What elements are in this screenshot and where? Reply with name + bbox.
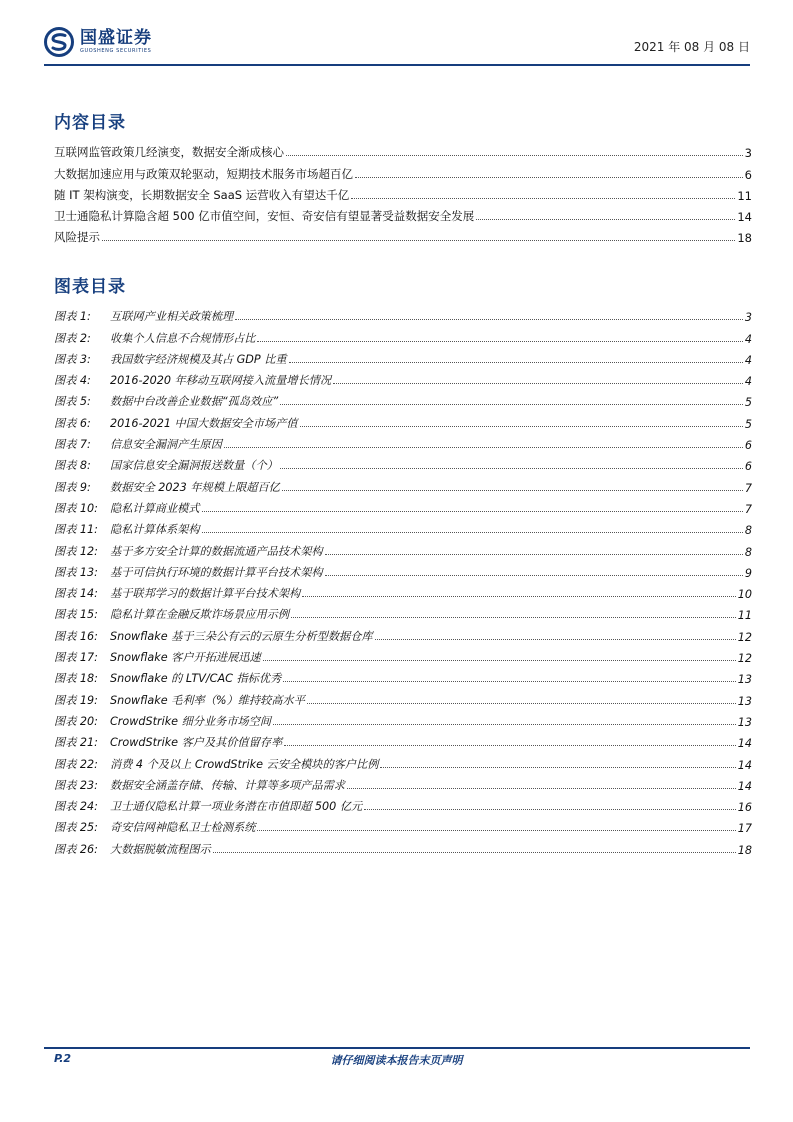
dot-leader — [476, 219, 735, 220]
entry-label — [54, 649, 261, 665]
entry-label — [54, 372, 331, 388]
entry-label — [54, 819, 255, 835]
figure-number: 图表 20: — [54, 714, 98, 728]
entry-page-number: 13 — [737, 673, 752, 687]
contents-entry[interactable] — [54, 182, 752, 203]
contents-entry[interactable] — [54, 139, 752, 160]
figure-title: 隐私计算商业模式 — [110, 501, 200, 515]
entry-page-number: 11 — [737, 609, 752, 623]
dot-leader — [355, 177, 743, 178]
figure-title: 信息安全漏洞产生原因 — [110, 438, 222, 452]
entry-label — [54, 670, 281, 686]
figure-number: 图表 12: — [54, 544, 98, 558]
entry-page-number: 4 — [744, 375, 752, 389]
entry-label — [54, 330, 255, 346]
entry-page-number: 12 — [737, 652, 752, 666]
entry-label — [54, 479, 280, 495]
figure-entry[interactable] — [54, 835, 752, 856]
dot-leader — [289, 362, 743, 363]
figure-entry[interactable] — [54, 388, 752, 409]
figure-entry[interactable] — [54, 580, 752, 601]
entry-page-number: 10 — [737, 588, 752, 602]
entry-label — [54, 564, 323, 580]
figure-title: 数据安全涵盖存储、传输、计算等多项产品需求 — [110, 778, 345, 792]
dot-leader — [283, 681, 736, 682]
dot-leader — [380, 767, 735, 768]
figure-entry[interactable] — [54, 473, 752, 494]
dot-leader — [333, 383, 743, 384]
figure-title: 2016-2021 中国大数据安全市场产值 — [110, 416, 298, 430]
entry-page-number: 14 — [737, 758, 752, 772]
figure-title: 2016-2020 年移动互联网接入流量增长情况 — [110, 374, 332, 388]
dot-leader — [286, 155, 743, 156]
entry-label — [54, 308, 233, 324]
entry-label — [54, 457, 278, 473]
figure-number: 图表 7: — [54, 438, 91, 452]
dot-leader — [375, 639, 736, 640]
dot-leader — [273, 724, 736, 725]
figure-number: 图表 13: — [54, 565, 98, 579]
figure-title: Snowflake 客户开拓进展迅速 — [110, 651, 261, 665]
dot-leader — [325, 554, 743, 555]
figure-title: 我国数字经济规模及其占 GDP 比重 — [110, 352, 287, 366]
figure-number: 图表 9: — [54, 480, 91, 494]
figure-entry[interactable] — [54, 772, 752, 793]
figure-number: 图表 6: — [54, 416, 91, 430]
brand-name-cn: 国盛证券 — [80, 28, 152, 48]
contents-title: 内容目录 — [54, 113, 126, 133]
figure-number: 图表 14: — [54, 587, 98, 601]
entry-page-number: 13 — [737, 694, 752, 708]
entry-label — [54, 734, 282, 750]
entry-label: 卫士通隐私计算隐含超 500 亿市值空间，安恒、奇安信有望显著受益数据安全发展 — [54, 209, 475, 224]
dot-leader — [284, 745, 735, 746]
figure-title: 基于多方安全计算的数据流通产品技术架构 — [110, 544, 323, 558]
entry-page-number: 5 — [744, 396, 752, 410]
dot-leader — [213, 852, 736, 853]
entry-label — [54, 585, 300, 601]
figure-number: 图表 24: — [54, 800, 98, 814]
figure-number: 图表 18: — [54, 672, 98, 686]
entry-label — [54, 351, 287, 367]
entry-page-number: 14 — [737, 737, 752, 751]
figure-number: 图表 10: — [54, 501, 98, 515]
entry-label — [54, 841, 211, 857]
figure-entry[interactable] — [54, 367, 752, 388]
entry-page-number: 7 — [744, 502, 752, 516]
dot-leader — [364, 809, 736, 810]
entry-page-number: 6 — [744, 460, 752, 474]
entry-label — [54, 756, 378, 772]
entry-page-number: 14 — [737, 779, 752, 793]
dot-leader — [263, 660, 736, 661]
entry-label — [54, 606, 289, 622]
figure-entry[interactable] — [54, 601, 752, 622]
figure-entry[interactable] — [54, 559, 752, 580]
dot-leader — [202, 511, 743, 512]
entry-page-number: 14 — [737, 210, 752, 225]
page-header — [44, 26, 750, 66]
figure-number: 图表 8: — [54, 459, 91, 473]
contents-list — [54, 139, 752, 245]
figure-entry[interactable] — [54, 644, 752, 665]
figure-number: 图表 16: — [54, 629, 98, 643]
dot-leader — [300, 426, 743, 427]
figures-list — [54, 303, 752, 857]
dot-leader — [257, 830, 735, 831]
figure-entry[interactable] — [54, 686, 752, 707]
figure-title: 消费 4 个及以上 CrowdStrike 云安全模块的客户比例 — [110, 757, 379, 771]
figure-title: 卫士通仅隐私计算一项业务潜在市值即超 500 亿元 — [110, 800, 363, 814]
figure-title: 数据中台改善企业数据“孤岛效应” — [110, 395, 279, 409]
entry-page-number: 6 — [744, 439, 752, 453]
dot-leader — [347, 788, 736, 789]
footer-divider — [44, 1047, 750, 1049]
brand-logo — [44, 26, 152, 58]
figures-title: 图表目录 — [54, 277, 126, 297]
dot-leader — [282, 490, 743, 491]
figure-entry[interactable] — [54, 729, 752, 750]
entry-label — [54, 415, 298, 431]
entry-label — [54, 543, 323, 559]
figure-title: 收集个人信息不合规情形占比 — [110, 331, 256, 345]
entry-label: 随 IT 架构演变，长期数据安全 SaaS 运营收入有望达千亿 — [54, 187, 350, 202]
figure-entry[interactable] — [54, 708, 752, 729]
entry-page-number: 4 — [744, 332, 752, 346]
figure-entry[interactable] — [54, 750, 752, 771]
dot-leader — [280, 404, 743, 405]
entry-page-number: 18 — [737, 231, 752, 246]
dot-leader — [102, 240, 735, 241]
entry-label — [54, 777, 345, 793]
figure-title: 基于可信执行环境的数据计算平台技术架构 — [110, 565, 323, 579]
dot-leader — [325, 575, 743, 576]
figure-number: 图表 11: — [54, 523, 98, 537]
header-divider — [44, 64, 750, 66]
dot-leader — [291, 617, 736, 618]
figure-title: 国家信息安全漏洞报送数量（个） — [110, 459, 278, 473]
entry-page-number: 12 — [737, 630, 752, 644]
figure-title: CrowdStrike 客户及其价值留存率 — [110, 736, 283, 750]
dot-leader — [351, 198, 735, 199]
figure-title: Snowflake 基于三朵公有云的云原生分析型数据仓库 — [110, 629, 373, 643]
entry-page-number: 13 — [737, 715, 752, 729]
entry-label — [54, 798, 362, 814]
contents-entry[interactable] — [54, 203, 752, 224]
figure-entry[interactable] — [54, 303, 752, 324]
entry-page-number: 7 — [744, 481, 752, 495]
figure-number: 图表 17: — [54, 651, 98, 665]
figure-entry[interactable] — [54, 537, 752, 558]
figure-entry[interactable] — [54, 431, 752, 452]
entry-page-number: 11 — [737, 188, 752, 203]
figure-title: 大数据脱敏流程图示 — [110, 842, 211, 856]
entry-page-number: 9 — [744, 566, 752, 580]
figure-number: 图表 3: — [54, 352, 91, 366]
figure-entry[interactable] — [54, 324, 752, 345]
entry-label — [54, 692, 305, 708]
figure-number: 图表 19: — [54, 693, 98, 707]
entry-label — [54, 500, 200, 516]
entry-label: 风险提示 — [54, 230, 100, 245]
dot-leader — [307, 703, 736, 704]
entry-label: 互联网监管政策几经演变，数据安全渐成核心 — [54, 145, 284, 160]
figure-number: 图表 15: — [54, 608, 98, 622]
figure-title: Snowflake 毛利率（%）维持较高水平 — [110, 693, 305, 707]
contents-entry[interactable] — [54, 160, 752, 181]
figure-entry[interactable] — [54, 495, 752, 516]
figure-title: 隐私计算体系架构 — [110, 523, 200, 537]
figure-number: 图表 22: — [54, 757, 98, 771]
figure-title: Snowflake 的 LTV/CAC 指标优秀 — [110, 672, 282, 686]
entry-page-number: 3 — [744, 146, 752, 161]
entry-label — [54, 713, 271, 729]
entry-label — [54, 436, 222, 452]
dot-leader — [280, 468, 743, 469]
dot-leader — [224, 447, 743, 448]
figure-title: 奇安信网神隐私卫士检测系统 — [110, 821, 256, 835]
figure-entry[interactable] — [54, 346, 752, 367]
figure-number: 图表 1: — [54, 310, 91, 324]
entry-label: 大数据加速应用与政策双轮驱动，短期技术服务市场超百亿 — [54, 166, 353, 181]
dot-leader — [257, 341, 742, 342]
brand-name-en: GUOSHENG SECURITIES — [80, 48, 152, 54]
entry-label — [54, 628, 373, 644]
entry-page-number: 18 — [737, 843, 752, 857]
contents-entry[interactable] — [54, 224, 752, 245]
dot-leader — [202, 532, 743, 533]
entry-page-number: 17 — [737, 822, 752, 836]
figure-number: 图表 25: — [54, 821, 98, 835]
figure-title: CrowdStrike 细分业务市场空间 — [110, 714, 272, 728]
figure-number: 图表 26: — [54, 842, 98, 856]
report-date: 2021 年 08 月 08 日 — [633, 40, 750, 54]
figure-entry[interactable] — [54, 409, 752, 430]
entry-page-number: 5 — [744, 417, 752, 431]
figure-number: 图表 2: — [54, 331, 91, 345]
figure-title: 隐私计算在金融反欺诈场景应用示例 — [110, 608, 290, 622]
figure-number: 图表 21: — [54, 736, 98, 750]
figure-entry[interactable] — [54, 814, 752, 835]
figure-title: 互联网产业相关政策梳理 — [110, 310, 234, 324]
entry-label — [54, 393, 278, 409]
dot-leader — [302, 596, 736, 597]
disclaimer-note: 请仔细阅读本报告末页声明 — [330, 1054, 463, 1067]
entry-page-number: 8 — [744, 524, 752, 538]
entry-page-number: 3 — [744, 311, 752, 325]
figure-number: 图表 23: — [54, 778, 98, 792]
figure-entry[interactable] — [54, 622, 752, 643]
entry-page-number: 16 — [737, 801, 752, 815]
guosheng-logo-icon — [44, 27, 74, 57]
entry-page-number: 8 — [744, 545, 752, 559]
entry-page-number: 6 — [744, 167, 752, 182]
figure-title: 基于联邦学习的数据计算平台技术架构 — [110, 587, 301, 601]
figure-number: 图表 5: — [54, 395, 91, 409]
figure-entry[interactable] — [54, 452, 752, 473]
figure-entry[interactable] — [54, 516, 752, 537]
figure-entry[interactable] — [54, 665, 752, 686]
entry-page-number: 4 — [744, 353, 752, 367]
entry-label — [54, 521, 200, 537]
figure-title: 数据安全 2023 年规模上限超百亿 — [110, 480, 280, 494]
page-number: P.2 — [54, 1052, 72, 1065]
dot-leader — [235, 319, 743, 320]
figure-entry[interactable] — [54, 793, 752, 814]
figure-number: 图表 4: — [54, 374, 91, 388]
